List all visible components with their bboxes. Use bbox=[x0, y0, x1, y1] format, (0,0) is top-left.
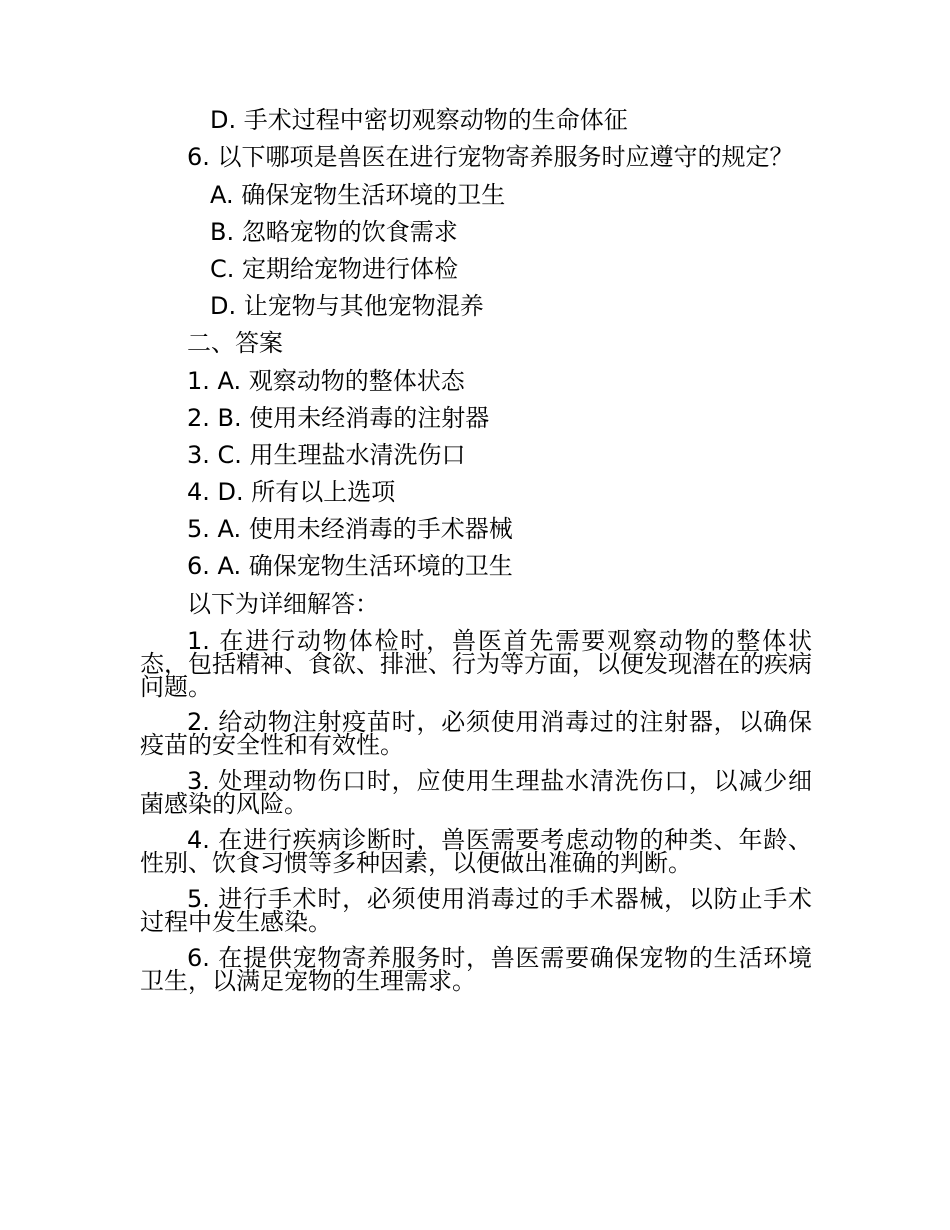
explanations-intro: 以下为详细解答： bbox=[187, 590, 379, 618]
answers-heading: 二、答案 bbox=[187, 329, 283, 357]
q6-option-a: A. 确保宠物生活环境的卫生 bbox=[210, 181, 506, 209]
explanation-paragraph: 5. 进行手术时，必须使用消毒过的手术器械，以防止手术过程中发生感染。 bbox=[140, 885, 812, 936]
answer-item: 3. C. 用生理盐水清洗伤口 bbox=[187, 441, 466, 469]
explanation-paragraph: 6. 在提供宠物寄养服务时，兽医需要确保宠物的生活环境卫生，以满足宠物的生理需求。 bbox=[140, 944, 812, 995]
q6-option-c: C. 定期给宠物进行体检 bbox=[210, 255, 459, 283]
explanation-paragraph: 3. 处理动物伤口时，应使用生理盐水清洗伤口，以减少细菌感染的风险。 bbox=[140, 767, 812, 818]
explanation-paragraph: 2. 给动物注射疫苗时，必须使用消毒过的注射器，以确保疫苗的安全性和有效性。 bbox=[140, 708, 812, 759]
answer-item: 6. A. 确保宠物生活环境的卫生 bbox=[187, 552, 513, 580]
answer-item: 5. A. 使用未经消毒的手术器械 bbox=[187, 515, 513, 543]
answer-item: 2. B. 使用未经消毒的注射器 bbox=[187, 404, 490, 432]
q6-option-d: D. 让宠物与其他宠物混养 bbox=[210, 292, 484, 320]
explanation-paragraph: 4. 在进行疾病诊断时，兽医需要考虑动物的种类、年龄、性别、饮食习惯等多种因素，以便做出准确的判断。 bbox=[140, 826, 812, 877]
explanation-paragraph: 1. 在进行动物体检时，兽医首先需要观察动物的整体状态，包括精神、食欲、排泄、行为等方面，以便发现潜在的疾病问题。 bbox=[140, 627, 812, 701]
q6-stem: 6. 以下哪项是兽医在进行宠物寄养服务时应遵守的规定？ bbox=[187, 143, 794, 171]
q5-option-d: D. 手术过程中密切观察动物的生命体征 bbox=[210, 106, 628, 134]
answer-item: 4. D. 所有以上选项 bbox=[187, 478, 396, 506]
q6-option-b: B. 忽略宠物的饮食需求 bbox=[210, 218, 458, 246]
answer-item: 1. A. 观察动物的整体状态 bbox=[187, 367, 465, 395]
